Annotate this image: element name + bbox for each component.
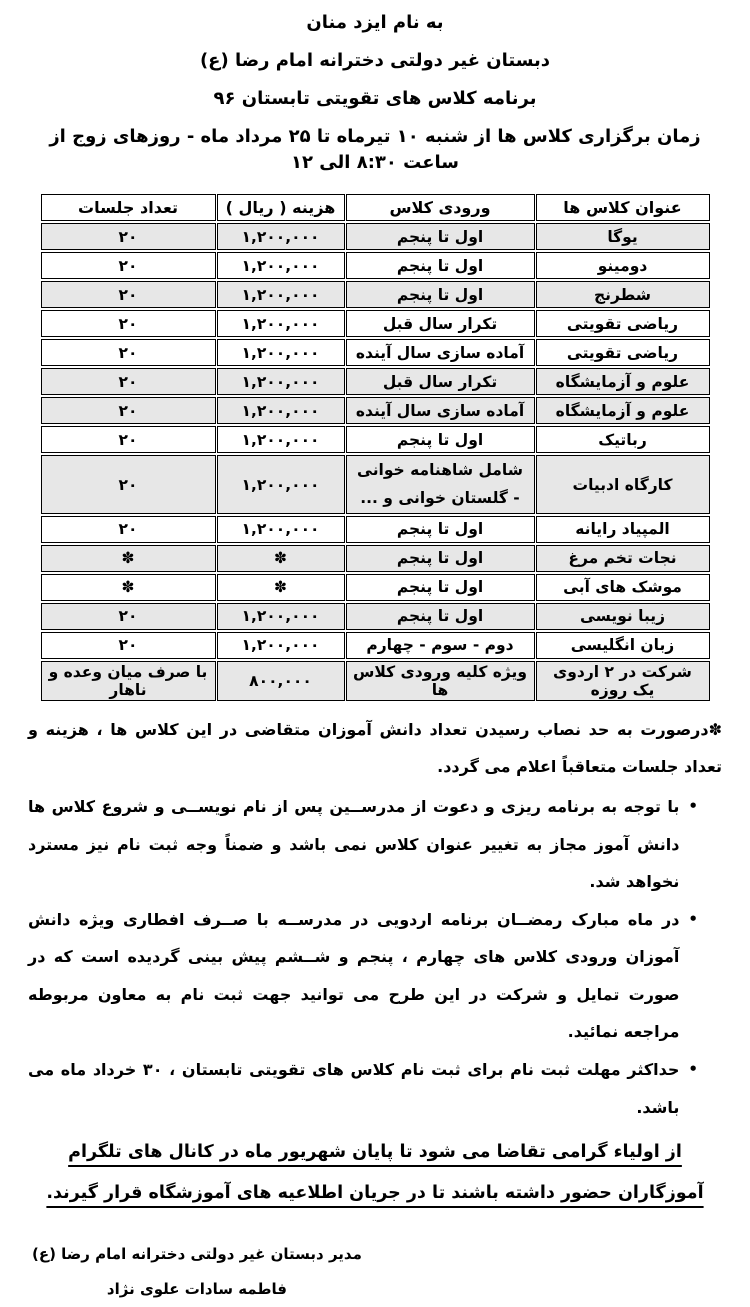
table-row	[41, 339, 710, 366]
quorum-footnote: ✽درصورت به حد نصاب رسیدن تعداد دانش آموزان متقاضی در این کلاس ها ، هزینه و تعداد جلسات متعاقباً اعلام می گردد.	[28, 711, 722, 786]
class-sessions: ۲۰	[41, 310, 216, 337]
list-item	[28, 901, 698, 1051]
table-row	[41, 632, 710, 659]
class-sessions: ✽	[41, 545, 216, 572]
class-title: شطرنج	[536, 281, 710, 308]
class-entry: اول تا پنجم	[346, 281, 535, 308]
program-title: برنامه کلاس های تقویتی تابستان ۹۶	[28, 86, 722, 112]
note-text: با توجه به برنامه ریزی و دعوت از مدرســین پس از نام نویســی و شروع کلاس ها دانش آموز مجاز به تغییر عنوان کلاس نمی باشد و ضمناً وجه ثبت نام نیز مسترد نخواهد شد.	[28, 788, 679, 901]
bullet-icon: •	[688, 788, 698, 826]
class-cost: ۱,۲۰۰,۰۰۰	[217, 281, 345, 308]
table-row	[41, 455, 710, 513]
notes-list	[28, 788, 722, 1126]
table-row	[41, 397, 710, 424]
class-sessions: ۲۰	[41, 426, 216, 453]
class-title: زبان انگلیسی	[536, 632, 710, 659]
col-header-class-entry: ورودی کلاس	[346, 194, 535, 221]
class-cost: ۱,۲۰۰,۰۰۰	[217, 252, 345, 279]
table-row	[41, 516, 710, 543]
table-row	[41, 223, 710, 250]
classes-table	[40, 192, 711, 702]
class-sessions: ۲۰	[41, 603, 216, 630]
class-sessions: ۲۰	[41, 368, 216, 395]
class-sessions: ۲۰	[41, 252, 216, 279]
bismillah-line: به نام ایزد منان	[28, 10, 722, 36]
table-row	[41, 252, 710, 279]
class-title: دومینو	[536, 252, 710, 279]
class-cost: ۱,۲۰۰,۰۰۰	[217, 426, 345, 453]
class-title: رباتیک	[536, 426, 710, 453]
table-row	[41, 545, 710, 572]
class-title: یوگا	[536, 223, 710, 250]
list-item	[28, 788, 698, 901]
class-title: شرکت در ۲ اردوی یک روزه	[536, 661, 710, 701]
class-cost: ✽	[217, 574, 345, 601]
table-row	[41, 603, 710, 630]
class-sessions: ۲۰	[41, 455, 216, 513]
schedule-line: زمان برگزاری کلاس ها از شنبه ۱۰ تیرماه تا ۲۵ مرداد ماه - روزهای زوج از ساعت ۸:۳۰ الی ۱۲	[28, 124, 722, 176]
class-entry: شامل شاهنامه خوانی - گلستان خوانی و ...	[346, 455, 535, 513]
class-sessions: ۲۰	[41, 339, 216, 366]
table-row	[41, 426, 710, 453]
class-cost: ۸۰۰,۰۰۰	[217, 661, 345, 701]
signature-name: فاطمه سادات علوی نژاد	[32, 1272, 362, 1307]
class-entry: اول تا پنجم	[346, 516, 535, 543]
class-cost: ۱,۲۰۰,۰۰۰	[217, 310, 345, 337]
class-sessions: ۲۰	[41, 397, 216, 424]
col-header-cost: هزینه ( ریال )	[217, 194, 345, 221]
class-sessions: ۲۰	[41, 281, 216, 308]
table-row	[41, 661, 710, 701]
school-name: دبستان غیر دولتی دخترانه امام رضا (ع)	[28, 48, 722, 74]
signature-block	[32, 1237, 362, 1307]
class-cost: ۱,۲۰۰,۰۰۰	[217, 397, 345, 424]
class-entry: آماده سازی سال آینده	[346, 397, 535, 424]
class-entry: اول تا پنجم	[346, 223, 535, 250]
class-entry: اول تا پنجم	[346, 252, 535, 279]
table-row	[41, 310, 710, 337]
class-title: موشک های آبی	[536, 574, 710, 601]
class-entry: تکرار سال قبل	[346, 310, 535, 337]
class-title: علوم و آزمایشگاه	[536, 368, 710, 395]
class-entry: اول تا پنجم	[346, 545, 535, 572]
telegram-notice: از اولیاء گرامی تقاضا می شود تا پایان شهریور ماه در کانال های تلگرام آموزگاران حضور داشته باشند تا در جریان اطلاعیه های آموزشگاه قرار گیرند.	[28, 1132, 722, 1214]
class-title: ریاضی تقویتی	[536, 339, 710, 366]
table-row	[41, 574, 710, 601]
class-title: کارگاه ادبیات	[536, 455, 710, 513]
class-entry: اول تا پنجم	[346, 603, 535, 630]
class-entry: تکرار سال قبل	[346, 368, 535, 395]
class-sessions: با صرف میان وعده و ناهار	[41, 661, 216, 701]
bullet-icon: •	[688, 901, 698, 939]
note-text: در ماه مبارک رمضــان برنامه اردویی در مدرســه با صــرف افطاری ویژه دانش آموزان ورودی کلاس های چهارم ، پنجم و شــشم پیش بینی گردیده است که در صورت تمایل و شرکت در این طرح می توانید جهت ثبت نام به معاون مربوطه مراجعه نمائید.	[28, 901, 679, 1051]
class-entry: اول تا پنجم	[346, 574, 535, 601]
col-header-sessions: تعداد جلسات	[41, 194, 216, 221]
class-title: زیبا نویسی	[536, 603, 710, 630]
class-cost: ۱,۲۰۰,۰۰۰	[217, 223, 345, 250]
col-header-class-title: عنوان کلاس ها	[536, 194, 710, 221]
class-sessions: ۲۰	[41, 223, 216, 250]
class-title: ریاضی تقویتی	[536, 310, 710, 337]
class-cost: ۱,۲۰۰,۰۰۰	[217, 368, 345, 395]
class-cost: ۱,۲۰۰,۰۰۰	[217, 516, 345, 543]
class-sessions: ۲۰	[41, 516, 216, 543]
class-entry: آماده سازی سال آینده	[346, 339, 535, 366]
class-title: المپیاد رایانه	[536, 516, 710, 543]
table-row	[41, 368, 710, 395]
note-text: حداکثر مهلت ثبت نام برای ثبت نام کلاس های تقویتی تابستان ، ۳۰ خرداد ماه می باشد.	[28, 1051, 679, 1126]
bullet-icon: •	[688, 1051, 698, 1089]
class-title: نجات تخم مرغ	[536, 545, 710, 572]
table-row	[41, 281, 710, 308]
table-header-row	[41, 194, 710, 221]
class-cost: ۱,۲۰۰,۰۰۰	[217, 603, 345, 630]
class-sessions: ۲۰	[41, 632, 216, 659]
class-entry: ویژه کلیه ورودی کلاس ها	[346, 661, 535, 701]
signature-role: مدیر دبستان غیر دولتی دخترانه امام رضا (ع)	[32, 1237, 362, 1272]
class-entry: اول تا پنجم	[346, 426, 535, 453]
class-cost: ۱,۲۰۰,۰۰۰	[217, 455, 345, 513]
class-title: علوم و آزمایشگاه	[536, 397, 710, 424]
class-cost: ۱,۲۰۰,۰۰۰	[217, 632, 345, 659]
class-cost: ✽	[217, 545, 345, 572]
list-item	[28, 1051, 698, 1126]
class-cost: ۱,۲۰۰,۰۰۰	[217, 339, 345, 366]
class-sessions: ✽	[41, 574, 216, 601]
class-entry: دوم - سوم - چهارم	[346, 632, 535, 659]
